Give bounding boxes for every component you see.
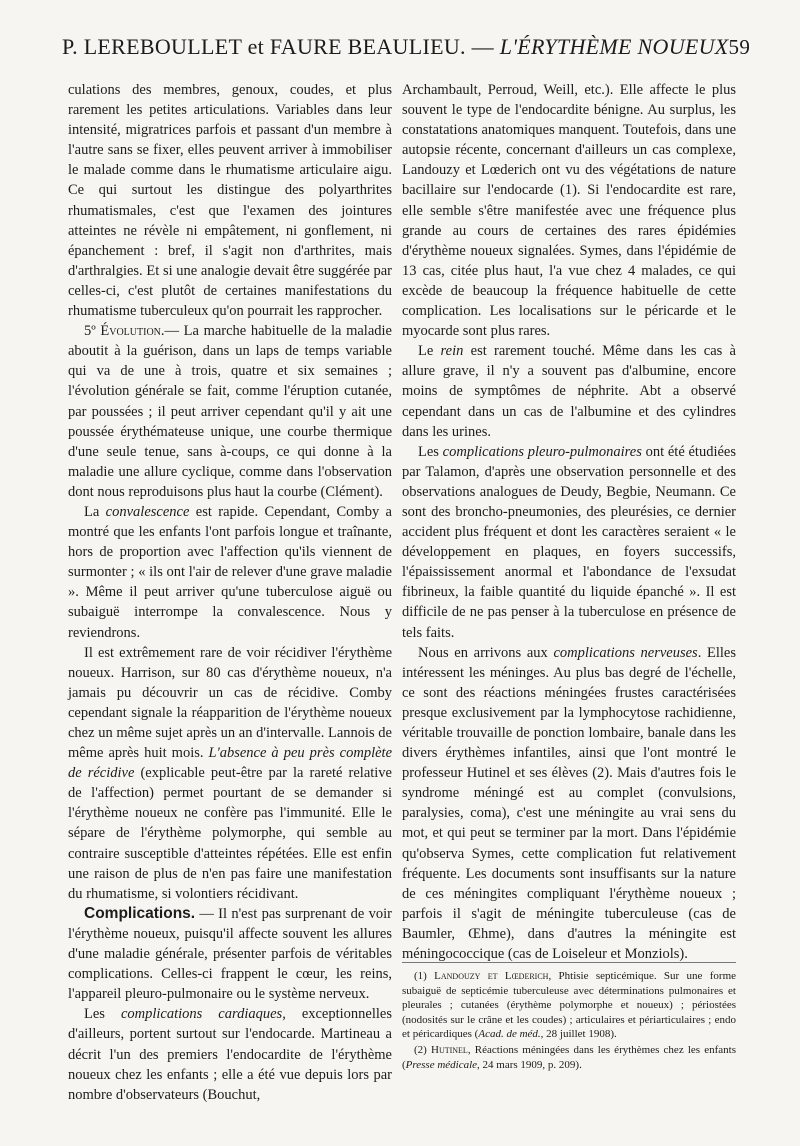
paragraph-text: est rarement touché. Même dans les cas à allure grave, il n'y a souvent pas d'albumine, encore moins de symptômes de néphrite. Abt a observé cependant dans un cas de l'albumine et des cylindres dans les urines. [402, 343, 736, 440]
italic-term: L'absence à peu près complète de récidive [68, 745, 393, 782]
paragraph-recidive [68, 643, 392, 904]
paragraph-nerveuses [402, 643, 736, 965]
paragraph-text: (explicable peut-être par la rareté relative de l'affection) permet pourtant de se demander si l'érythème noueux ne confère pas l'immunité. Elle le sépare de l'érythème polymorphe, qui semble au contraire susceptible d'atteintes répétées. Elle est enfin une raison de plus de n'en pas faire une manifestation du rhumatisme, si volontiers récidivant. [68, 765, 392, 902]
footnotes [402, 962, 736, 1073]
paragraph-evolution [68, 321, 392, 502]
italic-term: complications cardiaques [120, 1006, 283, 1023]
paragraph-text: Nous en arrivons aux [418, 644, 554, 661]
paragraph-text: est rapide. Cependant, Comby a montré que les enfants l'ont parfois longue et traînante, hors de proportion avec l'affection qu'ils viennent de surmonter ; « ils ont l'air de relever d'une grave maladie ». Même il peut arriver qu'une tuberculose aiguë ou subaiguë interrompe la convalescence. Nous y reviendrons. [68, 503, 392, 641]
italic-term: complications nerveuses [553, 644, 698, 661]
paragraph-cardiac [68, 1004, 392, 1104]
footnote-author: Hutinel [431, 1043, 468, 1056]
header-authors: P. LEREBOULLET et FAURE BEAULIEU. — [62, 34, 500, 59]
paragraph: culations des membres, genoux, coudes, et plus rarement les petites articulations. Variables dans leur intensité, migratrices parfois et passant d'un membre à l'autre sans se fixer, elles peuvent arriver à immobiliser le malade comme dans le rhumatisme articulaire aigu. Ce qui surtout les distingue des polyarthrites rhumatismales, c'est que l'examen des jointures atteintes ne révèle ni empâtement, ni gonflement, ni épanchement : bref, il s'agit non d'arthrites, mais d'arthralgies. Et si une analogie devait être suggérée par celles-ci, c'est plutôt de certaines manifestations du rhumatisme tuberculeux qu'on pourrait les rapprocher. [68, 82, 392, 320]
paragraph-text: Les [84, 1006, 121, 1023]
footnote-text: , Réactions méningées dans les érythèmes chez les enfants ( [402, 1043, 737, 1071]
paragraph-text: Les [418, 443, 443, 460]
right-column [402, 80, 736, 964]
section-heading-evolution: 5º Évolution. [84, 323, 165, 340]
paragraph-text: — Il n'est pas surprenant de voir l'érythème noueux, puisqu'il affecte souvent les allures d'une maladie générale, présenter parfois de véritables complications. Celles-ci frappent le cœur, les reins, l'appareil pleuro-pulmonaire ou le système nerveux. [68, 905, 392, 1003]
footnote-marker: (1) [414, 970, 435, 982]
footnote-1 [402, 969, 736, 1042]
running-header [62, 34, 751, 60]
paragraph-text: . Elles intéressent les méninges. Au plus bas degré de l'échelle, ce sont des réactions méningées frustes caractérisées presque exclusivement par la lymphocytose rachidienne, véritable trouvaille de ponction lombaire, banale dans les divers érythèmes infantiles, ainsi que l'ont montré le professeur Hutinel et ses élèves (2). Mais d'autres fois le syndrome méningé est au complet (convulsions, paralysies, coma), c'est une méningite au vrai sens du mot, et qui peut se terminer par la mort. Dans l'épidémie qu'observa Symes, cette complication fut relativement fréquente. Les documents sont insuffisants sur la nature de ces méningites compliquant l'érythème noueux ; parfois il s'agit de méningite tuberculeuse (cas de Baumler, Œhme), dans d'autres la méningite est méningococcique (cas de Loiseleur et Monziols). [402, 644, 736, 963]
paragraph-text: , exceptionnelles d'ailleurs, portent surtout sur l'endocarde. Martineau a décrit l'un des premiers l'endocardite de l'érythème noueux chez les enfants ; elle a été vue depuis lors par nombre d'observateurs (Bouchut, [68, 1006, 392, 1103]
paragraph-text: Il est extrêmement rare de voir récidiver l'érythème noueux. Harrison, sur 80 cas d'érythème noueux, n'a jamais pu découvrir un cas de récidive. Comby cependant signale la réapparition de l'érythème noueux chez un même sujet après un an d'intervalle. Lannois de même après huit mois. [68, 644, 392, 762]
paragraph-text: Le [418, 343, 441, 360]
paragraph-complications [68, 904, 392, 1004]
paragraph-text: — La marche habituelle de la maladie aboutit à la guérison, dans un laps de temps variable qui va de une à trois, quatre et six semaines ; l'évolution générale se fait, comme l'éruption cutanée, par poussées ; il peut arriver cependant qu'il y ait une poussée érythémateuse unique, une courbe thermique d'une seule tenue, sans à-coups, ce qui donne à la maladie une allure cyclique, comme dans l'observation dont nous reproduisons plus haut la courbe (Clément). [68, 323, 392, 500]
footnote-2 [402, 1043, 736, 1072]
page-number: 59 [728, 35, 751, 59]
paragraph-text: ont été étudiées par Talamon, d'après une observation personnelle et des observations analogues de Deudy, Begbie, Neumann. Ce sont des broncho-pneumonies, des pleurésies, ce dernier accident plus fréquent et dont les caractères seraient « le développement en plaques, en foyers successifs, l'épaississement anormal et l'abondance de l'exsudat fibrineux, la faible quantité du liquide épanché ». Il est difficile de ne pas penser à la tuberculose en présence de tels faits. [402, 443, 737, 641]
footnote-marker: (2) [414, 1043, 431, 1056]
italic-term: convalescence [105, 503, 190, 520]
paragraph-rein [402, 341, 736, 441]
paragraph-convalescence [68, 502, 392, 643]
paragraph-text: La [84, 503, 106, 520]
footnote-text: , Phtisie septicémique. Sur une forme subaiguë de septicémie tuberculeuse avec déterminations pulmonaires et pleurales ; cutanées (érythème polymorphe et noueux) ; périostées (nodosités sur le crâne et les coudes) ; articulaires et périarticulaires ; endo et péricardiques ( [402, 970, 737, 1041]
italic-term: complications pleuro-pulmonaires [442, 443, 642, 460]
footnote-text: , 28 juillet 1908). [540, 1028, 617, 1041]
footnote-source: Acad. de méd. [478, 1028, 541, 1041]
paragraph: Archambault, Perroud, Weill, etc.). Elle affecte le plus souvent le type de l'endocardite bénigne. Au surplus, les constatations anatomiques manquent. Toutefois, dans une autopsie récente, concernant d'ailleurs un cas complexe, Landouzy et Lœderich ont vu des végétations de nature bacillaire sur l'endocarde (1). Si l'endocardite est rare, elle semble s'être manifestée avec une fréquence plus grande au cours de certaines des rares épidémies d'érythème noueux signalées. Symes, dans l'épidémie de 13 cas, citée plus haut, l'a vue chez 4 malades, ce qui excède de beaucoup la fréquence habituelle de cette complication. Les localisations sur le péricarde et le myocarde sont plus rares. [402, 82, 736, 340]
italic-term: rein [440, 343, 464, 360]
header-running-title: L'ÉRYTHÈME NOUEUX [499, 34, 729, 59]
footnote-source: Presse médicale [405, 1058, 478, 1071]
section-heading-complications: Complications. [84, 904, 196, 922]
footnote-author: Landouzy et Lœderich [434, 970, 549, 982]
header-title [62, 34, 729, 60]
left-column [68, 80, 392, 1105]
footnote-text: , 24 mars 1909, p. 209). [477, 1058, 582, 1071]
paragraph-pleuro [402, 442, 736, 643]
